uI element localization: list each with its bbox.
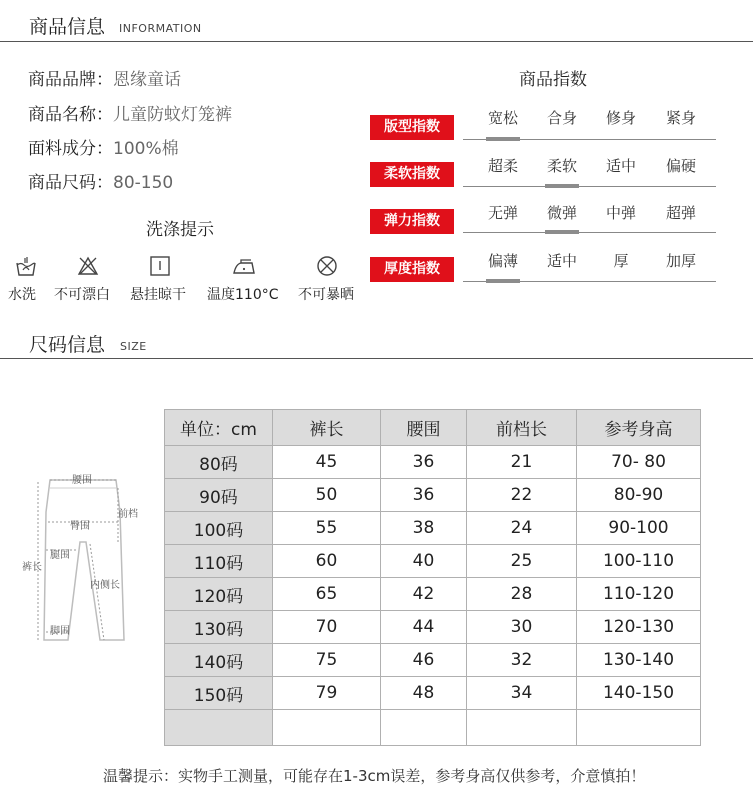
- label-inseam: 内侧长: [90, 580, 120, 591]
- washing-title: 洗涤提示: [146, 220, 214, 240]
- index-badge: 柔软指数: [370, 162, 454, 187]
- wash-label: 悬挂晾干: [130, 287, 186, 303]
- warm-tip: 温馨提示：实物手工测量，可能存在1-3cm误差，参考身高仅供参考，介意慎拍！: [103, 767, 646, 785]
- index-option: 厚: [613, 252, 629, 270]
- table-cell: 120-130: [577, 611, 701, 644]
- info-row-brand: [28, 65, 181, 90]
- info-label: 商品名称：: [28, 105, 113, 125]
- info-row-name: [28, 100, 232, 125]
- label-hip: 臀围: [70, 521, 90, 532]
- table-cell: 80-90: [577, 479, 701, 512]
- info-value: 恩缘童话: [113, 70, 181, 90]
- table-cell: 36: [381, 446, 467, 479]
- table-row: [165, 644, 701, 677]
- table-cell: 80码: [165, 446, 273, 479]
- table-row-empty: [165, 710, 701, 746]
- index-option: 适中: [546, 252, 577, 270]
- table-cell: [577, 710, 701, 746]
- size-table: [164, 409, 701, 746]
- index-option: 柔软: [546, 157, 577, 175]
- table-cell: 42: [381, 578, 467, 611]
- table-cell: 46: [381, 644, 467, 677]
- info-row-fabric: [28, 134, 179, 159]
- info-value: 100%棉: [113, 139, 179, 159]
- table-header: 前档长: [467, 410, 577, 446]
- index-option: 偏硬: [665, 157, 696, 175]
- table-cell: 25: [467, 545, 577, 578]
- index-option: 超弹: [665, 204, 696, 222]
- table-cell: 38: [381, 512, 467, 545]
- table-cell: 90码: [165, 479, 273, 512]
- label-length: 裤长: [22, 562, 42, 573]
- table-cell: 150码: [165, 677, 273, 710]
- table-row: [165, 611, 701, 644]
- table-row: [165, 677, 701, 710]
- table-cell: 110-120: [577, 578, 701, 611]
- table-row: [165, 479, 701, 512]
- table-cell: 24: [467, 512, 577, 545]
- table-row: [165, 446, 701, 479]
- wash-label: 温度110°C: [207, 287, 279, 303]
- label-waist: 腰围: [72, 475, 92, 486]
- table-header: 腰围: [381, 410, 467, 446]
- info-label: 商品品牌：: [28, 70, 113, 90]
- table-cell: 40: [381, 545, 467, 578]
- wash-label: 水洗: [8, 287, 36, 303]
- table-cell: 34: [467, 677, 577, 710]
- index-title: 商品指数: [519, 70, 587, 90]
- table-cell: [165, 710, 273, 746]
- index-badge: 弹力指数: [370, 209, 454, 234]
- table-header: 参考身高: [577, 410, 701, 446]
- index-option: 微弹: [546, 204, 577, 222]
- info-value: 儿童防蚊灯笼裤: [113, 105, 232, 125]
- index-marker: [486, 279, 520, 283]
- table-cell: 60: [273, 545, 381, 578]
- index-track: [463, 232, 716, 233]
- hang-dry-icon: [148, 254, 172, 278]
- table-cell: 90-100: [577, 512, 701, 545]
- index-option: 加厚: [665, 252, 696, 270]
- index-option: 中弹: [605, 204, 636, 222]
- table-cell: 28: [467, 578, 577, 611]
- table-header-row: [165, 410, 701, 446]
- table-cell: 32: [467, 644, 577, 677]
- index-badge: 版型指数: [370, 115, 454, 140]
- table-cell: 55: [273, 512, 381, 545]
- product-info-subtitle: INFORMATION: [119, 22, 202, 35]
- index-track: [463, 186, 716, 187]
- iron-icon: [232, 254, 256, 278]
- info-label: 面料成分：: [28, 139, 113, 159]
- table-cell: 100-110: [577, 545, 701, 578]
- divider: [0, 41, 753, 42]
- no-bleach-icon: [76, 254, 100, 278]
- index-marker: [545, 184, 579, 188]
- info-label: 商品尺码：: [28, 173, 113, 193]
- table-cell: 70- 80: [577, 446, 701, 479]
- label-front-rise: 前档: [118, 509, 138, 520]
- index-option: 偏薄: [487, 252, 518, 270]
- table-cell: 130码: [165, 611, 273, 644]
- divider: [0, 358, 753, 359]
- table-row: [165, 545, 701, 578]
- table-cell: 110码: [165, 545, 273, 578]
- index-badge: 厚度指数: [370, 257, 454, 282]
- table-cell: 130-140: [577, 644, 701, 677]
- table-header: 裤长: [273, 410, 381, 446]
- table-cell: 120码: [165, 578, 273, 611]
- index-option: 超柔: [487, 157, 518, 175]
- label-thigh: 腿围: [50, 550, 70, 561]
- table-cell: 79: [273, 677, 381, 710]
- table-row: [165, 578, 701, 611]
- table-cell: 75: [273, 644, 381, 677]
- table-row: [165, 512, 701, 545]
- index-marker: [545, 230, 579, 234]
- table-cell: 44: [381, 611, 467, 644]
- product-info-title: 商品信息: [29, 16, 106, 38]
- table-cell: 22: [467, 479, 577, 512]
- table-cell: 140-150: [577, 677, 701, 710]
- info-value: 80-150: [113, 173, 174, 193]
- label-leg-opening: 脚围: [50, 626, 70, 637]
- table-cell: 21: [467, 446, 577, 479]
- pants-diagram: [20, 472, 150, 652]
- index-marker: [486, 137, 520, 141]
- table-cell: 140码: [165, 644, 273, 677]
- index-option: 无弹: [487, 204, 518, 222]
- index-option: 宽松: [487, 109, 518, 127]
- wash-label: 不可暴晒: [298, 287, 354, 303]
- index-option: 修身: [605, 109, 636, 127]
- index-option: 适中: [605, 157, 636, 175]
- table-cell: 36: [381, 479, 467, 512]
- table-cell: [381, 710, 467, 746]
- size-info-subtitle: SIZE: [120, 340, 147, 353]
- info-row-size: [28, 168, 173, 193]
- index-option: 紧身: [665, 109, 696, 127]
- wash-label: 不可漂白: [54, 287, 110, 303]
- table-cell: 30: [467, 611, 577, 644]
- table-cell: 50: [273, 479, 381, 512]
- hand-wash-icon: [14, 254, 38, 278]
- table-cell: 65: [273, 578, 381, 611]
- table-header: 单位：cm: [165, 410, 273, 446]
- table-cell: 45: [273, 446, 381, 479]
- table-cell: [467, 710, 577, 746]
- no-sun-icon: [315, 254, 339, 278]
- table-cell: [273, 710, 381, 746]
- table-cell: 70: [273, 611, 381, 644]
- table-cell: 100码: [165, 512, 273, 545]
- index-option: 合身: [546, 109, 577, 127]
- size-info-title: 尺码信息: [29, 334, 106, 356]
- table-cell: 48: [381, 677, 467, 710]
